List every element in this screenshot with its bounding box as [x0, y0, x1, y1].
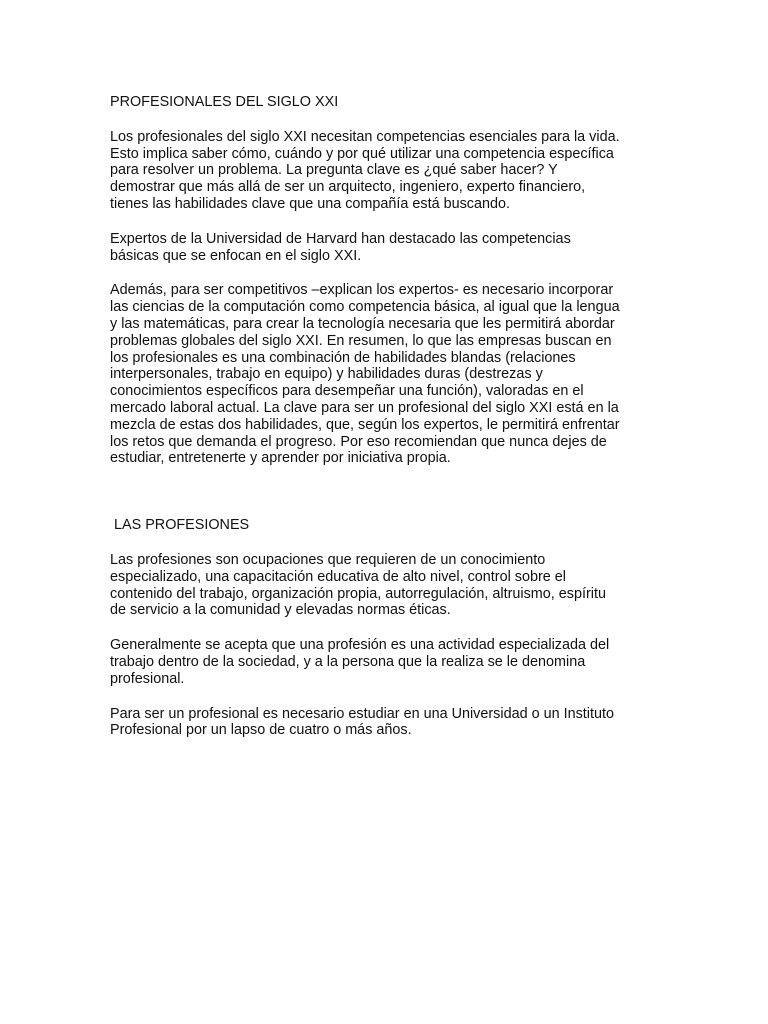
paragraph [110, 706, 670, 740]
paragraph-line: Expertos de la Universidad de Harvard han destacado las competencias [110, 230, 571, 247]
section-title [110, 94, 670, 111]
paragraph-line: Profesional por un lapso de cuatro o más años. [110, 722, 412, 739]
paragraph-line: contenido del trabajo, organización propia, autorregulación, altruismo, espíritu [110, 585, 606, 602]
paragraph [110, 282, 670, 467]
paragraph-line: trabajo dentro de la sociedad, y a la persona que la realiza se le denomina [110, 653, 586, 670]
paragraph-line: los profesionales es una combinación de habilidades blandas (relaciones [110, 349, 576, 366]
paragraph-line: de servicio a la comunidad y elevadas normas éticas. [110, 602, 451, 619]
paragraph-line: Las profesiones son ocupaciones que requieren de un conocimiento [110, 551, 546, 568]
paragraph-line: básicas que se enfocan en el siglo XXI. [110, 247, 362, 264]
paragraph-line: los retos que demanda el progreso. Por eso recomiendan que nunca dejes de [110, 433, 607, 450]
paragraph-line: Para ser un profesional es necesario estudiar en una Universidad o un Instituto [110, 705, 614, 722]
paragraph-line: mezcla de estas dos habilidades, que, según los expertos, le permitirá enfrentar [110, 416, 620, 433]
document-page [110, 94, 670, 739]
paragraph-line: para resolver un problema. La pregunta clave es ¿qué saber hacer? Y [110, 162, 558, 179]
paragraph-line: mercado laboral actual. La clave para ser un profesional del siglo XXI está en la [110, 399, 619, 416]
section-title [110, 517, 670, 534]
section-title-text: PROFESIONALES DEL SIGLO XXI [110, 94, 339, 110]
paragraph [110, 231, 670, 265]
paragraph-line: interpersonales, trabajo en equipo) y habilidades duras (destrezas y [110, 366, 543, 383]
section-title-text: LAS PROFESIONES [114, 517, 250, 534]
paragraph-line: conocimientos específicos para desempeñar una función), valoradas en el [110, 383, 584, 400]
paragraph-line: las ciencias de la computación como competencia básica, al igual que la lengua [110, 299, 620, 316]
paragraph [110, 637, 670, 687]
paragraph-line: Generalmente se acepta que una profesión es una actividad especializada del [110, 637, 610, 654]
paragraph-line: y las matemáticas, para crear la tecnología necesaria que les permitirá abordar [110, 315, 615, 332]
paragraph [110, 552, 670, 619]
paragraph-line: Esto implica saber cómo, cuándo y por qué utilizar una competencia específica [110, 145, 614, 162]
paragraph [110, 129, 670, 213]
paragraph-line: estudiar, entretenerte y aprender por iniciativa propia. [110, 450, 451, 467]
paragraph-line: especializado, una capacitación educativa de alto nivel, control sobre el [110, 568, 566, 585]
paragraph-line: problemas globales del siglo XXI. En resumen, lo que las empresas buscan en [110, 332, 612, 349]
paragraph-line: demostrar que más allá de ser un arquitecto, ingeniero, experto financiero, [110, 179, 586, 196]
paragraph-line: tienes las habilidades clave que una compañía está buscando. [110, 195, 511, 212]
paragraph-line: Además, para ser competitivos –explican los expertos- es necesario incorporar [110, 282, 614, 299]
paragraph-line: profesional. [110, 670, 185, 687]
paragraph-line: Los profesionales del siglo XXI necesitan competencias esenciales para la vida. [110, 128, 620, 145]
